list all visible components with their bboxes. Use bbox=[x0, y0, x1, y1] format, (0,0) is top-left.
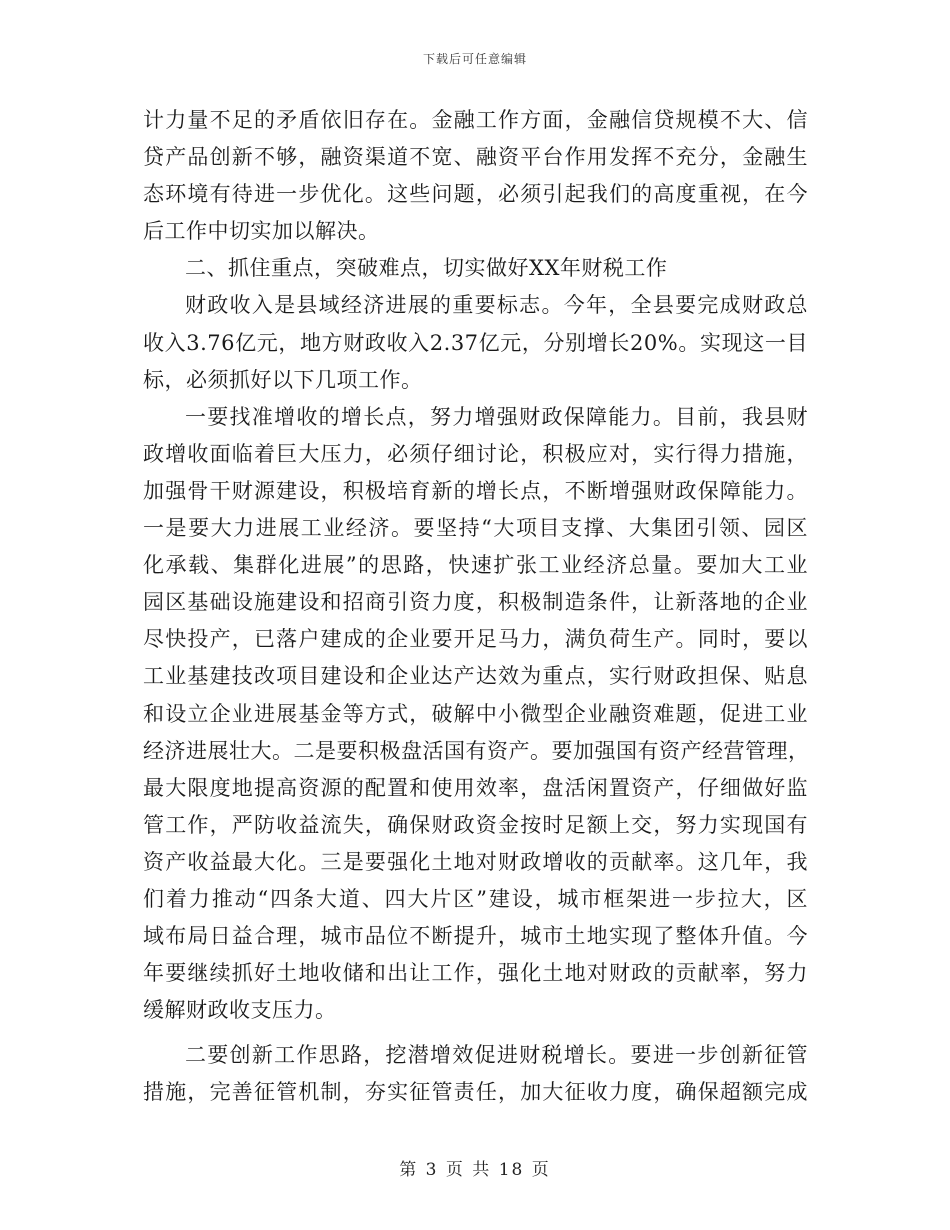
text-line: 财政收入是县域经济进展的重要标志。今年，全县要完成财政总 bbox=[185, 293, 808, 318]
text-line: 态环境有待进一步优化。这些问题，必须引起我们的高度重视，在今 bbox=[143, 182, 808, 207]
text-line: 最大限度地提高资源的配置和使用效率，盘活闲置资产，仔细做好监 bbox=[143, 775, 808, 800]
page-footer: 第 3 页 共 18 页 bbox=[399, 1160, 551, 1180]
text-line: 工业基建技改项目建设和企业达产达效为重点，实行财政担保、贴息 bbox=[143, 664, 808, 689]
text-line: 尽快投产，已落户建成的企业要开足马力，满负荷生产。同时，要以 bbox=[143, 627, 808, 652]
text-line: 管工作，严防收益流失，确保财政资金按时足额上交，努力实现国有 bbox=[143, 812, 808, 837]
text-line: 后工作中切实加以解决。 bbox=[143, 219, 380, 244]
text-line: 们着力推动“四条大道、四大片区”建设，城市框架进一步拉大，区 bbox=[143, 886, 808, 911]
text-line: 化承载、集群化进展”的思路，快速扩张工业经济总量。要加大工业 bbox=[143, 553, 808, 578]
document-body bbox=[143, 102, 808, 1112]
text-line: 加强骨干财源建设，积极培育新的增长点，不断增强财政保障能力。 bbox=[143, 478, 808, 503]
text-line: 二要创新工作思路，挖潜增效促进财税增长。要进一步创新征管 bbox=[185, 1043, 808, 1068]
text-line: 域布局日益合理，城市品位不断提升，城市土地实现了整体升值。今 bbox=[143, 924, 808, 949]
text-line: 缓解财政收支压力。 bbox=[143, 998, 337, 1023]
text-line: 收入3.76亿元，地方财政收入2.37亿元，分别增长20%。实现这一目 bbox=[143, 330, 808, 355]
text-line: 措施，完善征管机制，夯实征管责任，加大征收力度，确保超额完成 bbox=[143, 1080, 808, 1105]
text-line: 和设立企业进展基金等方式，破解中小微型企业融资难题，促进工业 bbox=[143, 701, 808, 726]
text-line: 园区基础设施建设和招商引资力度，积极制造条件，让新落地的企业 bbox=[143, 590, 808, 615]
text-line: 年要继续抓好土地收储和出让工作，强化土地对财政的贡献率，努力 bbox=[143, 961, 808, 986]
text-line: 贷产品创新不够，融资渠道不宽、融资平台作用发挥不充分，金融生 bbox=[143, 145, 808, 170]
text-line: 资产收益最大化。三是要强化土地对财政增收的贡献率。这几年，我 bbox=[143, 849, 808, 874]
text-line: 一是要大力进展工业经济。要坚持“大项目支撑、大集团引领、园区 bbox=[143, 516, 808, 541]
text-line: 计力量不足的矛盾依旧存在。金融工作方面，金融信贷规模不大、信 bbox=[143, 108, 808, 132]
text-line: 经济进展壮大。二是要积极盘活国有资产。要加强国有资产经营管理， bbox=[143, 738, 810, 763]
text-line: 一要找准增收的增长点，努力增强财政保障能力。目前，我县财 bbox=[185, 404, 808, 429]
page-header-note: 下载后可任意编辑 bbox=[422, 52, 527, 66]
text-line: 标，必须抓好以下几项工作。 bbox=[143, 367, 423, 392]
text-line: 二、抓住重点，突破难点，切实做好XX年财税工作 bbox=[185, 256, 668, 281]
text-line: 政增收面临着巨大压力，必须仔细讨论，积极应对，实行得力措施， bbox=[143, 441, 808, 466]
